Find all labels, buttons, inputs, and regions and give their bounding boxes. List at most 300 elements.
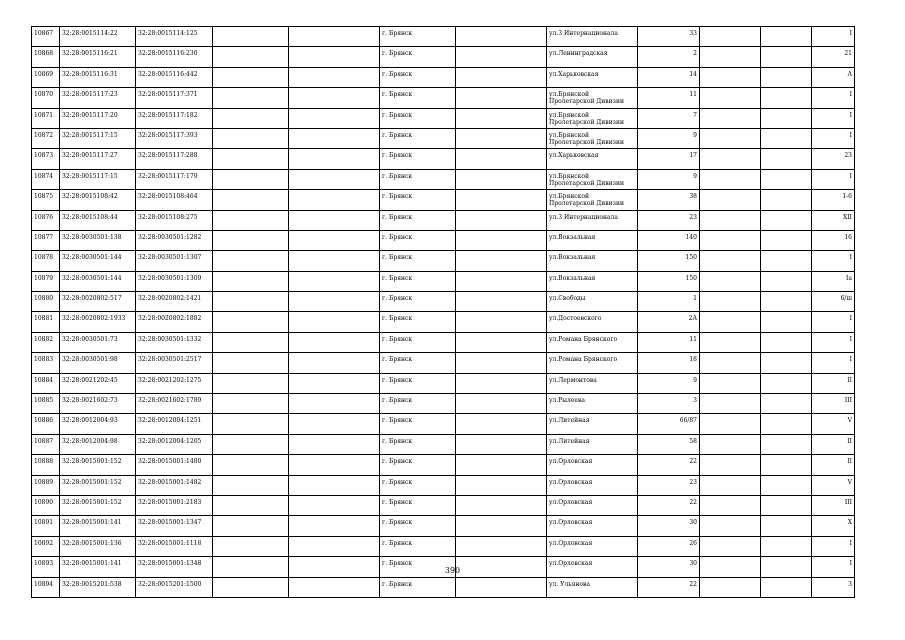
cell-street: ул.Свободы: [547, 292, 638, 312]
cell-premise: I: [812, 108, 855, 128]
cell-cadastral-quarter: 32:28:0015117:23: [60, 88, 136, 108]
cell-col-10: [700, 67, 761, 87]
cell-col-11: [761, 149, 812, 169]
cell-city: г. Брянск: [380, 516, 456, 536]
cell-cadastral-number: 32:28:0015108:275: [136, 210, 213, 230]
cell-house: 3: [638, 394, 700, 414]
cell-premise: I: [812, 353, 855, 373]
cell-row-id: 10878: [32, 251, 60, 271]
cell-col-5: [289, 108, 380, 128]
cell-col-5: [289, 149, 380, 169]
table-row: [32, 332, 855, 352]
cell-col-5: [289, 47, 380, 67]
cell-premise: 6/ш: [812, 292, 855, 312]
cell-cadastral-quarter: 32:28:0030501:73: [60, 332, 136, 352]
cell-cadastral-number: 32:28:0015117:288: [136, 149, 213, 169]
cell-cadastral-quarter: 32:28:0021602:73: [60, 394, 136, 414]
cell-city: г. Брянск: [380, 190, 456, 210]
cell-premise: Iа: [812, 271, 855, 291]
cell-col-10: [700, 88, 761, 108]
cell-col-4: [213, 210, 289, 230]
cell-col-4: [213, 292, 289, 312]
cell-cadastral-quarter: 32:28:0015001:141: [60, 516, 136, 536]
cell-col-11: [761, 210, 812, 230]
cell-house: 1: [638, 292, 700, 312]
cell-cadastral-quarter: 32:28:0015114:22: [60, 27, 136, 47]
cell-col-7: [456, 210, 547, 230]
cell-col-4: [213, 455, 289, 475]
cell-cadastral-number: 32:28:0015117:182: [136, 108, 213, 128]
cell-cadastral-quarter: 32:28:0015117:15: [60, 128, 136, 148]
cell-col-4: [213, 169, 289, 189]
cell-col-5: [289, 230, 380, 250]
cell-cadastral-number: 32:28:0015117:179: [136, 169, 213, 189]
cell-premise: 23: [812, 149, 855, 169]
cell-premise: I: [812, 169, 855, 189]
cell-col-10: [700, 230, 761, 250]
cell-premise: V: [812, 414, 855, 434]
cell-col-5: [289, 271, 380, 291]
cell-house: 11: [638, 88, 700, 108]
cell-premise: III: [812, 394, 855, 414]
cell-col-4: [213, 190, 289, 210]
cell-row-id: 10871: [32, 108, 60, 128]
table-row: [32, 128, 855, 148]
cell-house: 66/87: [638, 414, 700, 434]
cell-col-11: [761, 251, 812, 271]
cell-col-11: [761, 536, 812, 556]
cell-row-id: 10883: [32, 353, 60, 373]
cell-premise: XII: [812, 210, 855, 230]
cell-cadastral-number: 32:28:0015001:1118: [136, 536, 213, 556]
cell-city: г. Брянск: [380, 455, 456, 475]
cell-col-7: [456, 149, 547, 169]
cell-street: ул.3 Интернационала: [547, 27, 638, 47]
cell-cadastral-number: 32:28:0030501:1332: [136, 332, 213, 352]
cell-street: ул.Лермонтова: [547, 373, 638, 393]
cell-col-5: [289, 67, 380, 87]
cell-row-id: 10872: [32, 128, 60, 148]
cell-street: ул.Литейная: [547, 434, 638, 454]
table-row: [32, 516, 855, 536]
cell-premise: I: [812, 128, 855, 148]
cell-col-5: [289, 292, 380, 312]
cell-col-7: [456, 394, 547, 414]
cell-cadastral-quarter: 32:28:0020802:517: [60, 292, 136, 312]
cell-cadastral-number: 32:28:0012004:1205: [136, 434, 213, 454]
cell-col-5: [289, 414, 380, 434]
cell-col-11: [761, 190, 812, 210]
cell-cadastral-number: 32:28:0030501:1307: [136, 251, 213, 271]
cell-col-11: [761, 292, 812, 312]
cell-row-id: 10867: [32, 27, 60, 47]
cell-col-10: [700, 394, 761, 414]
cell-col-10: [700, 434, 761, 454]
cell-house: 150: [638, 271, 700, 291]
cell-city: г. Брянск: [380, 108, 456, 128]
cell-row-id: 10880: [32, 292, 60, 312]
cell-city: г. Брянск: [380, 88, 456, 108]
cell-cadastral-number: 32:28:0015001:1347: [136, 516, 213, 536]
cell-street: ул.Вокзальная: [547, 230, 638, 250]
cell-cadastral-number: 32:28:0015001:1482: [136, 475, 213, 495]
cell-cadastral-number: 32:28:0015117:393: [136, 128, 213, 148]
cell-premise: II: [812, 434, 855, 454]
cell-col-5: [289, 536, 380, 556]
cell-premise: I: [812, 88, 855, 108]
cell-col-10: [700, 149, 761, 169]
cell-col-4: [213, 47, 289, 67]
cell-col-4: [213, 88, 289, 108]
cell-row-id: 10877: [32, 230, 60, 250]
cell-col-5: [289, 251, 380, 271]
cell-col-7: [456, 332, 547, 352]
cell-col-10: [700, 516, 761, 536]
table-row: [32, 312, 855, 332]
table-row: [32, 271, 855, 291]
cell-col-5: [289, 190, 380, 210]
cell-col-5: [289, 353, 380, 373]
cell-col-10: [700, 251, 761, 271]
cell-house: 7: [638, 108, 700, 128]
cell-house: 140: [638, 230, 700, 250]
cell-col-5: [289, 455, 380, 475]
table-row: [32, 536, 855, 556]
cell-house: 9: [638, 128, 700, 148]
cell-cadastral-number: 32:28:0015001:1480: [136, 455, 213, 475]
cell-street: ул.Брянской Пролетарской Дивизии: [547, 88, 638, 108]
cell-house: 150: [638, 251, 700, 271]
cell-city: г. Брянск: [380, 577, 456, 597]
cell-col-7: [456, 88, 547, 108]
cell-cadastral-quarter: 32:28:0015001:152: [60, 455, 136, 475]
cell-cadastral-number: 32:28:0030501:1309: [136, 271, 213, 291]
cell-cadastral-quarter: 32:28:0015108:44: [60, 210, 136, 230]
cell-col-10: [700, 577, 761, 597]
cell-premise: II: [812, 373, 855, 393]
cell-house: 23: [638, 475, 700, 495]
cell-premise: V: [812, 475, 855, 495]
cell-col-7: [456, 230, 547, 250]
cell-house: 14: [638, 67, 700, 87]
table-row: [32, 251, 855, 271]
cell-street: ул.Ленинградская: [547, 47, 638, 67]
cell-premise: I: [812, 27, 855, 47]
cell-col-11: [761, 414, 812, 434]
cell-city: г. Брянск: [380, 210, 456, 230]
cell-house: 2А: [638, 312, 700, 332]
cell-col-11: [761, 434, 812, 454]
cell-city: г. Брянск: [380, 434, 456, 454]
cell-col-10: [700, 373, 761, 393]
table-row: [32, 47, 855, 67]
cell-street: ул.Брянской Пролетарской Дивизии: [547, 108, 638, 128]
cell-house: 17: [638, 149, 700, 169]
table-row: [32, 169, 855, 189]
cell-city: г. Брянск: [380, 169, 456, 189]
cell-cadastral-quarter: 32:28:0030501:144: [60, 271, 136, 291]
cell-city: г. Брянск: [380, 353, 456, 373]
cell-street: ул.Брянской Пролетарской Дивизии: [547, 190, 638, 210]
registry-table: [31, 26, 855, 598]
cell-city: г. Брянск: [380, 271, 456, 291]
cell-premise: I: [812, 332, 855, 352]
cell-col-7: [456, 516, 547, 536]
cell-col-10: [700, 536, 761, 556]
cell-col-5: [289, 128, 380, 148]
cell-row-id: 10889: [32, 475, 60, 495]
cell-premise: I: [812, 312, 855, 332]
cell-cadastral-quarter: 32:28:0020802:1933: [60, 312, 136, 332]
cell-row-id: 10879: [32, 271, 60, 291]
cell-col-4: [213, 434, 289, 454]
cell-col-7: [456, 312, 547, 332]
cell-col-11: [761, 169, 812, 189]
table-row: [32, 230, 855, 250]
cell-cadastral-quarter: 32:28:0015001:152: [60, 495, 136, 515]
cell-col-10: [700, 128, 761, 148]
cell-col-11: [761, 455, 812, 475]
cell-premise: 3: [812, 577, 855, 597]
cell-col-11: [761, 27, 812, 47]
cell-house: 11: [638, 332, 700, 352]
cell-cadastral-number: 32:28:0015117:371: [136, 88, 213, 108]
cell-row-id: 10887: [32, 434, 60, 454]
cell-col-4: [213, 67, 289, 87]
cell-row-id: 10892: [32, 536, 60, 556]
cell-col-7: [456, 251, 547, 271]
cell-row-id: 10884: [32, 373, 60, 393]
cell-cadastral-quarter: 32:28:0021202:45: [60, 373, 136, 393]
cell-premise: X: [812, 516, 855, 536]
cell-col-10: [700, 332, 761, 352]
table-row: [32, 414, 855, 434]
cell-row-id: 10886: [32, 414, 60, 434]
cell-col-4: [213, 332, 289, 352]
cell-house: 23: [638, 210, 700, 230]
cell-col-10: [700, 210, 761, 230]
cell-house: 2: [638, 47, 700, 67]
cell-col-10: [700, 169, 761, 189]
table-row: [32, 434, 855, 454]
cell-city: г. Брянск: [380, 475, 456, 495]
table-row: [32, 373, 855, 393]
cell-col-4: [213, 475, 289, 495]
table-row: [32, 27, 855, 47]
cell-city: г. Брянск: [380, 251, 456, 271]
cell-city: г. Брянск: [380, 230, 456, 250]
cell-col-5: [289, 373, 380, 393]
cell-cadastral-number: 32:28:0012004:1251: [136, 414, 213, 434]
cell-row-id: 10888: [32, 455, 60, 475]
table-row: [32, 394, 855, 414]
cell-col-7: [456, 27, 547, 47]
cell-col-4: [213, 312, 289, 332]
cell-cadastral-quarter: 32:28:0015201:538: [60, 577, 136, 597]
cell-premise: I: [812, 536, 855, 556]
cell-street: ул.Вокзальная: [547, 251, 638, 271]
cell-col-10: [700, 455, 761, 475]
cell-street: ул.Орловская: [547, 475, 638, 495]
cell-col-7: [456, 536, 547, 556]
cell-house: 9: [638, 169, 700, 189]
cell-city: г. Брянск: [380, 495, 456, 515]
cell-cadastral-quarter: 32:28:0015001:136: [60, 536, 136, 556]
cell-premise: А: [812, 67, 855, 87]
cell-col-10: [700, 414, 761, 434]
cell-col-7: [456, 108, 547, 128]
cell-cadastral-quarter: 32:28:0015116:21: [60, 47, 136, 67]
table-row: [32, 577, 855, 597]
cell-col-5: [289, 88, 380, 108]
cell-cadastral-quarter: 32:28:0015116:31: [60, 67, 136, 87]
cell-col-7: [456, 169, 547, 189]
cell-col-7: [456, 353, 547, 373]
cell-house: 30: [638, 557, 700, 577]
table-row: [32, 108, 855, 128]
cell-cadastral-quarter: 32:28:0030501:138: [60, 230, 136, 250]
table-row: [32, 353, 855, 373]
cell-col-4: [213, 577, 289, 597]
cell-row-id: 10894: [32, 577, 60, 597]
cell-cadastral-number: 32:28:0020802:1882: [136, 312, 213, 332]
cell-col-4: [213, 536, 289, 556]
cell-col-4: [213, 516, 289, 536]
cell-street: ул.Орловская: [547, 536, 638, 556]
table-body: [32, 27, 855, 598]
cell-cadastral-number: 32:28:0015116:230: [136, 47, 213, 67]
cell-col-11: [761, 332, 812, 352]
cell-row-id: 10869: [32, 67, 60, 87]
cell-col-4: [213, 271, 289, 291]
cell-cadastral-quarter: 32:28:0015117:15: [60, 169, 136, 189]
cell-cadastral-quarter: 32:28:0015001:141: [60, 557, 136, 577]
cell-row-id: 10893: [32, 557, 60, 577]
cell-col-11: [761, 230, 812, 250]
cell-col-7: [456, 373, 547, 393]
cell-col-11: [761, 577, 812, 597]
cell-cadastral-quarter: 32:28:0015001:152: [60, 475, 136, 495]
cell-street: ул.Вокзальная: [547, 271, 638, 291]
cell-cadastral-quarter: 32:28:0015117:27: [60, 149, 136, 169]
cell-col-4: [213, 353, 289, 373]
cell-col-10: [700, 108, 761, 128]
cell-city: г. Брянск: [380, 557, 456, 577]
cell-house: 22: [638, 577, 700, 597]
cell-col-5: [289, 516, 380, 536]
cell-col-10: [700, 312, 761, 332]
cell-col-11: [761, 373, 812, 393]
table-row: [32, 210, 855, 230]
cell-city: г. Брянск: [380, 67, 456, 87]
page-number: 390: [444, 566, 461, 575]
table-row: [32, 455, 855, 475]
cell-col-5: [289, 332, 380, 352]
cell-house: 26: [638, 536, 700, 556]
cell-col-10: [700, 292, 761, 312]
cell-street: ул.Романа Брянского: [547, 353, 638, 373]
cell-col-4: [213, 251, 289, 271]
table-row: [32, 495, 855, 515]
cell-col-7: [456, 455, 547, 475]
cell-house: 58: [638, 434, 700, 454]
cell-cadastral-quarter: 32:28:0030501:98: [60, 353, 136, 373]
cell-col-4: [213, 373, 289, 393]
cell-street: ул.Литейная: [547, 414, 638, 434]
cell-cadastral-quarter: 32:28:0015117:20: [60, 108, 136, 128]
cell-cadastral-number: 32:28:0021202:1275: [136, 373, 213, 393]
cell-cadastral-number: 32:28:0021602:1789: [136, 394, 213, 414]
table-row: [32, 190, 855, 210]
cell-col-4: [213, 230, 289, 250]
cell-city: г. Брянск: [380, 536, 456, 556]
cell-col-11: [761, 128, 812, 148]
cell-col-4: [213, 108, 289, 128]
cell-col-11: [761, 271, 812, 291]
cell-cadastral-number: 32:28:0030501:1282: [136, 230, 213, 250]
cell-col-10: [700, 353, 761, 373]
cell-col-4: [213, 128, 289, 148]
cell-premise: 16: [812, 230, 855, 250]
cell-cadastral-number: 32:28:0030501:2517: [136, 353, 213, 373]
cell-street: ул.Орловская: [547, 455, 638, 475]
cell-row-id: 10891: [32, 516, 60, 536]
cell-col-5: [289, 475, 380, 495]
cell-row-id: 10885: [32, 394, 60, 414]
cell-col-11: [761, 475, 812, 495]
cell-col-10: [700, 190, 761, 210]
cell-col-7: [456, 190, 547, 210]
cell-street: ул.Брянской Пролетарской Дивизии: [547, 169, 638, 189]
cell-col-5: [289, 394, 380, 414]
table-row: [32, 475, 855, 495]
cell-cadastral-number: 32:28:0015114:125: [136, 27, 213, 47]
cell-cadastral-quarter: 32:28:0030501:144: [60, 251, 136, 271]
cell-cadastral-number: 32:28:0015108:464: [136, 190, 213, 210]
cell-col-7: [456, 414, 547, 434]
cell-col-10: [700, 495, 761, 515]
cell-col-10: [700, 271, 761, 291]
cell-col-5: [289, 169, 380, 189]
cell-cadastral-number: 32:28:0020802:1421: [136, 292, 213, 312]
cell-col-4: [213, 394, 289, 414]
cell-col-11: [761, 88, 812, 108]
cell-cadastral-quarter: 32:28:0012004:93: [60, 414, 136, 434]
cell-col-7: [456, 495, 547, 515]
cell-premise: I: [812, 251, 855, 271]
cell-street: ул.Харьковская: [547, 67, 638, 87]
table-row: [32, 149, 855, 169]
cell-col-7: [456, 271, 547, 291]
cell-col-4: [213, 27, 289, 47]
table-row: [32, 67, 855, 87]
cell-col-5: [289, 210, 380, 230]
cell-col-5: [289, 434, 380, 454]
cell-premise: II: [812, 455, 855, 475]
cell-row-id: 10890: [32, 495, 60, 515]
cell-col-11: [761, 47, 812, 67]
cell-premise: 1-6: [812, 190, 855, 210]
cell-city: г. Брянск: [380, 128, 456, 148]
cell-col-7: [456, 67, 547, 87]
cell-col-5: [289, 27, 380, 47]
table-row: [32, 88, 855, 108]
cell-row-id: 10881: [32, 312, 60, 332]
cell-col-4: [213, 495, 289, 515]
cell-cadastral-number: 32:28:0015001:2183: [136, 495, 213, 515]
cell-cadastral-number: 32:28:0015116:442: [136, 67, 213, 87]
cell-premise: 21: [812, 47, 855, 67]
